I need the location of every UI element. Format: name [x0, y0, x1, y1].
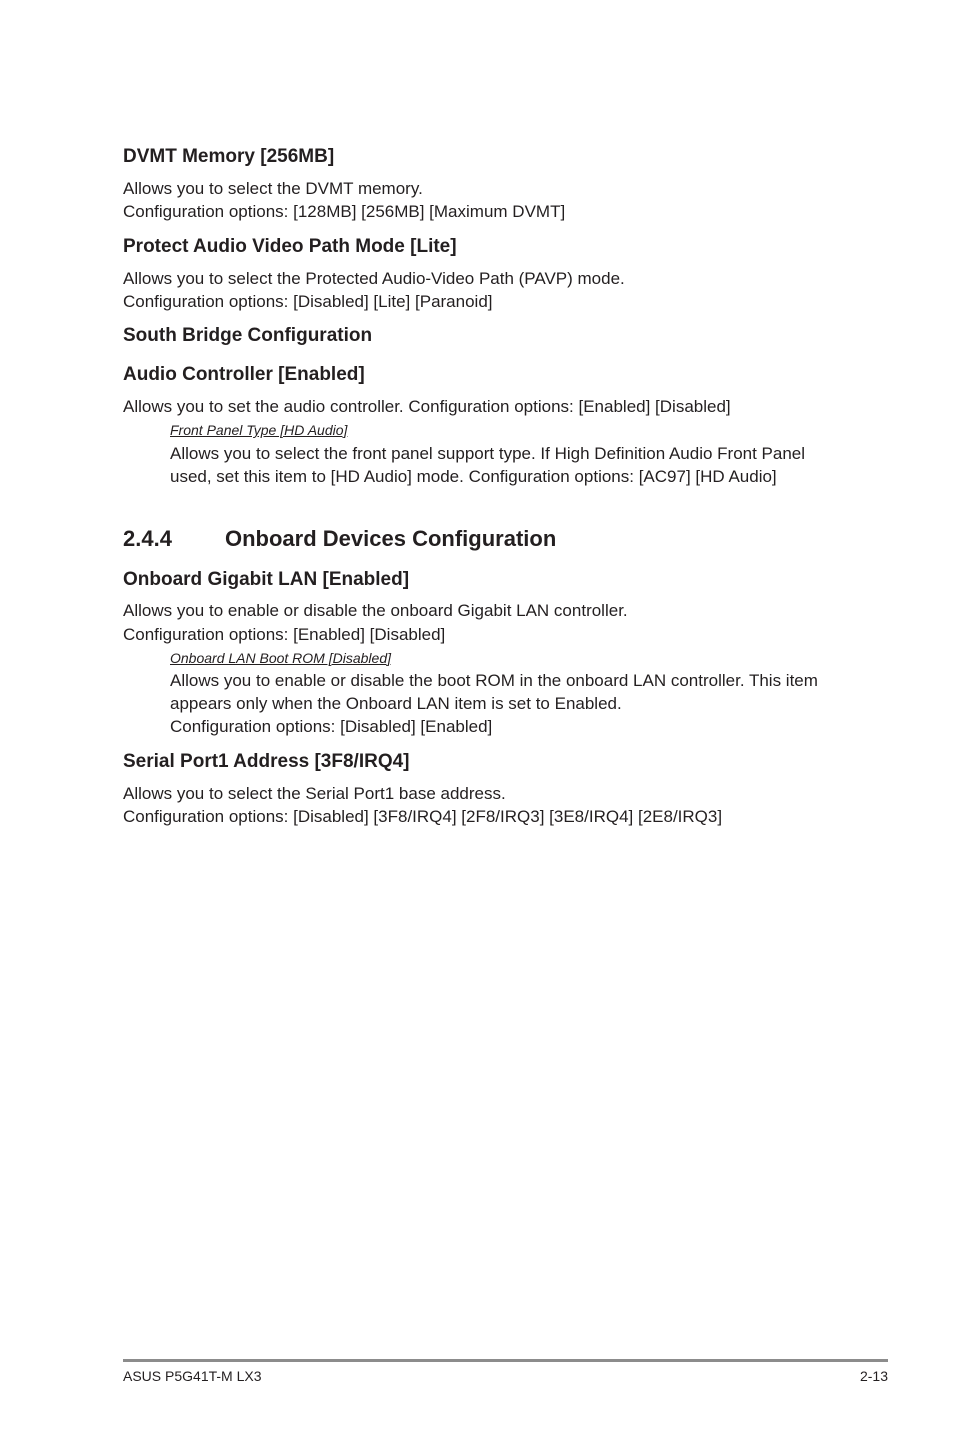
lan-boot-rom-options: Configuration options: [Disabled] [Enabled] [170, 717, 493, 736]
audio-controller-heading: Audio Controller [Enabled] [123, 364, 365, 385]
lan-boot-rom-subheading: Onboard LAN Boot ROM [Disabled] [170, 650, 391, 666]
front-panel-type-description-1: Allows you to select the front panel support type. If High Definition Audio Front Panel [170, 444, 806, 463]
section-number: 2.4.4 [123, 526, 172, 551]
lan-boot-rom-description-1: Allows you to enable or disable the boot ROM in the onboard LAN controller. This item [170, 671, 818, 690]
onboard-lan-options: Configuration options: [Enabled] [Disabled] [123, 625, 446, 644]
section-title: Onboard Devices Configuration [225, 526, 557, 551]
south-bridge-heading: South Bridge Configuration [123, 325, 373, 346]
serial-port-options: Configuration options: [Disabled] [3F8/IRQ4] [2F8/IRQ3] [3E8/IRQ4] [2E8/IRQ3] [123, 807, 723, 826]
footer-product-name: ASUS P5G41T-M LX3 [123, 1368, 262, 1384]
onboard-lan-description: Allows you to enable or disable the onboard Gigabit LAN controller. [123, 601, 628, 620]
serial-port-heading: Serial Port1 Address [3F8/IRQ4] [123, 751, 410, 772]
lan-boot-rom-description-2: appears only when the Onboard LAN item is set to Enabled. [170, 694, 622, 713]
pavp-heading: Protect Audio Video Path Mode [Lite] [123, 236, 457, 257]
serial-port-description: Allows you to select the Serial Port1 base address. [123, 784, 506, 803]
front-panel-type-description-2: used, set this item to [HD Audio] mode. Configuration options: [AC97] [HD Audio] [170, 467, 777, 486]
footer-divider [123, 1359, 888, 1362]
onboard-devices-section-title [123, 526, 556, 552]
onboard-lan-heading: Onboard Gigabit LAN [Enabled] [123, 569, 410, 590]
footer-page-number: 2-13 [859, 1368, 888, 1384]
dvmt-memory-description: Allows you to select the DVMT memory. [123, 179, 423, 198]
dvmt-memory-heading: DVMT Memory [256MB] [123, 146, 335, 167]
front-panel-type-subheading: Front Panel Type [HD Audio] [170, 422, 348, 438]
dvmt-memory-options: Configuration options: [128MB] [256MB] [Maximum DVMT] [123, 202, 566, 221]
pavp-options: Configuration options: [Disabled] [Lite] [Paranoid] [123, 292, 493, 311]
pavp-description: Allows you to select the Protected Audio-Video Path (PAVP) mode. [123, 269, 625, 288]
audio-controller-description: Allows you to set the audio controller. Configuration options: [Enabled] [Disabled] [123, 397, 731, 416]
